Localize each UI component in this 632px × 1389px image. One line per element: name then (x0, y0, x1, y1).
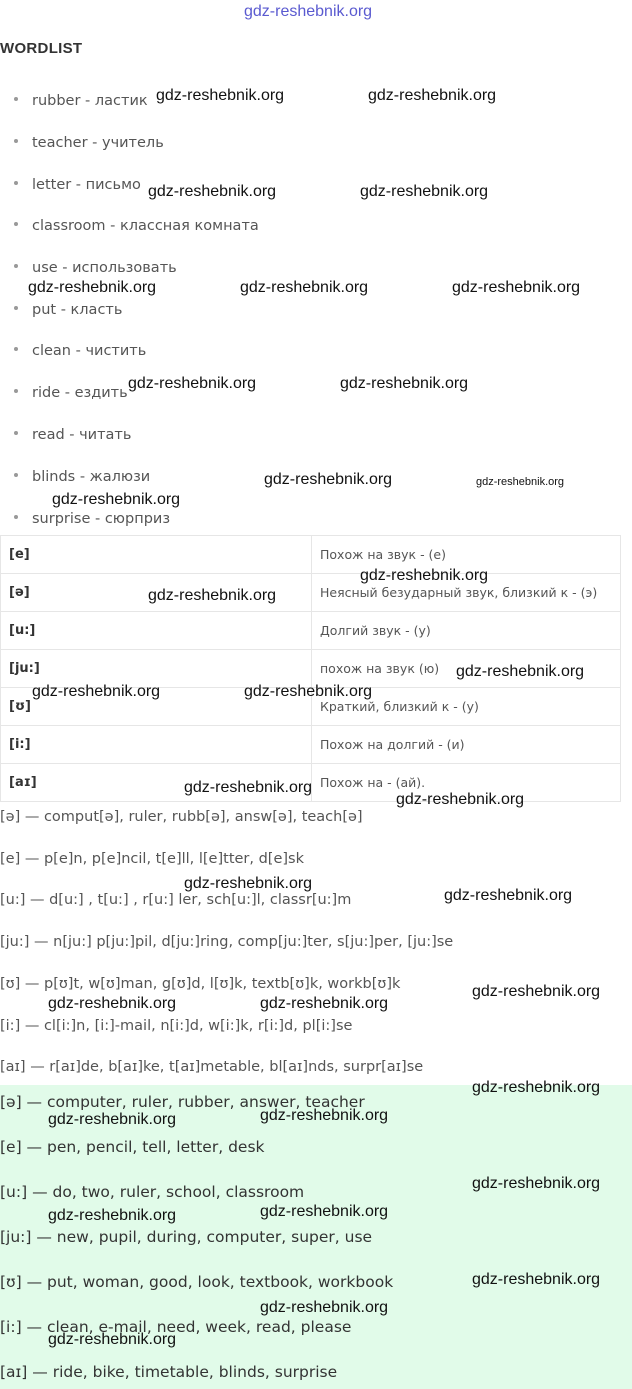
wordlist-item-text: read - читать (32, 427, 132, 443)
wordlist-item-text: ride - ездить (32, 385, 128, 401)
watermark: gdz-reshebnik.org (48, 1207, 177, 1224)
watermark: gdz-reshebnik.org (244, 3, 373, 20)
wordlist-item (14, 343, 146, 359)
phonetic-description: Краткий, близкий к - (у) (312, 688, 621, 726)
phonetic-symbol: [ʊ] (1, 688, 312, 726)
phonetic-symbol: [aɪ] (1, 764, 312, 802)
bullet-icon (14, 515, 18, 519)
wordlist-item-text: surprise - сюрприз (32, 511, 171, 527)
wordlist-item (14, 135, 164, 151)
watermark: gdz-reshebnik.org (452, 279, 581, 296)
exercise-line: [i:] — cl[i:]n, [i:]-mail, n[i:]d, w[i:]k, r[i:]d, pl[i:]se (0, 1018, 353, 1034)
watermark: gdz-reshebnik.org (444, 887, 573, 904)
watermark: gdz-reshebnik.org (340, 375, 469, 392)
watermark: gdz-reshebnik.org (472, 983, 601, 1000)
wordlist-item-text: teacher - учитель (32, 135, 164, 151)
watermark: gdz-reshebnik.org (260, 1299, 389, 1316)
watermark: gdz-reshebnik.org (48, 1111, 177, 1128)
bullet-icon (14, 97, 18, 101)
watermark: gdz-reshebnik.org (472, 1079, 601, 1096)
bullet-icon (14, 139, 18, 143)
phonetic-symbol: [ju:] (1, 650, 312, 688)
exercise-line: [ju:] — n[ju:] p[ju:]pil, d[ju:]ring, comp[ju:]ter, s[ju:]per, [ju:]se (0, 934, 454, 950)
answer-line: [u:] — do, two, ruler, school, classroom (0, 1183, 305, 1201)
watermark: gdz-reshebnik.org (368, 87, 497, 104)
wordlist-item (14, 427, 131, 443)
bullet-icon (14, 181, 18, 185)
watermark: gdz-reshebnik.org (52, 491, 181, 508)
wordlist-item (14, 93, 148, 109)
watermark: gdz-reshebnik.org (128, 375, 257, 392)
watermark: gdz-reshebnik.org (48, 1331, 177, 1348)
wordlist-item-text: rubber - ластик (32, 93, 148, 109)
bullet-icon (14, 431, 18, 435)
answer-line: [i:] — clean, e-mail, need, week, read, please (0, 1318, 352, 1336)
phonetic-description: похож на звук (ю) (312, 650, 621, 688)
bullet-icon (14, 306, 18, 310)
table-row (1, 612, 621, 650)
table-row (1, 726, 621, 764)
wordlist-item-text: classroom - классная комната (32, 218, 259, 234)
bullet-icon (14, 222, 18, 226)
phonetic-description: Неясный безударный звук, близкий к - (э) (312, 574, 621, 612)
answer-line: [e] — pen, pencil, tell, letter, desk (0, 1138, 265, 1156)
watermark: gdz-reshebnik.org (260, 995, 389, 1012)
wordlist-item (14, 260, 177, 276)
exercise-line: [e] — p[e]n, p[e]ncil, t[e]ll, l[e]tter, d[e]sk (0, 851, 304, 867)
wordlist-item-text: put - класть (32, 302, 123, 318)
phonetic-description: Похож на звук - (е) (312, 536, 621, 574)
table-row (1, 574, 621, 612)
watermark: gdz-reshebnik.org (244, 683, 373, 700)
bullet-icon (14, 347, 18, 351)
watermark: gdz-reshebnik.org (28, 279, 157, 296)
wordlist-item (14, 385, 128, 401)
answer-line: [ʊ] — put, woman, good, look, textbook, workbook (0, 1273, 394, 1291)
wordlist-item (14, 469, 150, 485)
wordlist-item-text: clean - чистить (32, 343, 147, 359)
wordlist-item-text: blinds - жалюзи (32, 469, 151, 485)
answer-line: [ju:] — new, pupil, during, computer, super, use (0, 1228, 373, 1246)
bullet-icon (14, 473, 18, 477)
watermark: gdz-reshebnik.org (156, 87, 285, 104)
phonetic-description: Похож на - (ай). (312, 764, 621, 802)
watermark: gdz-reshebnik.org (472, 1271, 601, 1288)
exercise-line: [ə] — comput[ə], ruler, rubb[ə], answ[ə], teach[ə] (0, 809, 363, 825)
watermark: gdz-reshebnik.org (360, 567, 489, 584)
phonetic-symbol: [u:] (1, 612, 312, 650)
exercise-line: [ʊ] — p[ʊ]t, w[ʊ]man, g[ʊ]d, l[ʊ]k, textb[ʊ]k, workb[ʊ]k (0, 976, 401, 992)
watermark: gdz-reshebnik.org (472, 1175, 601, 1192)
watermark: gdz-reshebnik.org (240, 279, 369, 296)
phonetic-symbol: [ə] (1, 574, 312, 612)
phonetic-description: Похож на долгий - (и) (312, 726, 621, 764)
phonetic-symbol: [i:] (1, 726, 312, 764)
watermark: gdz-reshebnik.org (148, 183, 277, 200)
exercise-line: [u:] — d[u:] , t[u:] , r[u:] ler, sch[u:]l, classr[u:]m (0, 892, 352, 908)
wordlist-title: WORDLIST (0, 40, 83, 57)
watermark: gdz-reshebnik.org (260, 1203, 389, 1220)
watermark: gdz-reshebnik.org (264, 471, 393, 488)
watermark: gdz-reshebnik.org (456, 663, 585, 680)
wordlist-item-text: use - использовать (32, 260, 177, 276)
table-row (1, 536, 621, 574)
wordlist-item (14, 511, 170, 527)
watermark: gdz-reshebnik.org (476, 476, 565, 488)
bullet-icon (14, 389, 18, 393)
watermark: gdz-reshebnik.org (360, 183, 489, 200)
watermark: gdz-reshebnik.org (396, 791, 525, 808)
answer-line: [ə] — computer, ruler, rubber, answer, teacher (0, 1093, 365, 1111)
watermark: gdz-reshebnik.org (260, 1107, 389, 1124)
watermark: gdz-reshebnik.org (148, 587, 277, 604)
wordlist-item (14, 218, 259, 234)
watermark: gdz-reshebnik.org (184, 875, 313, 892)
watermark: gdz-reshebnik.org (184, 779, 313, 796)
wordlist-item (14, 177, 141, 193)
wordlist-item-text: letter - письмо (32, 177, 141, 193)
answer-line: [aɪ] — ride, bike, timetable, blinds, surprise (0, 1363, 338, 1381)
exercise-line: [aɪ] — r[aɪ]de, b[aɪ]ke, t[aɪ]metable, bl[aɪ]nds, surpr[aɪ]se (0, 1059, 424, 1075)
watermark: gdz-reshebnik.org (32, 683, 161, 700)
phonetic-symbol: [e] (1, 536, 312, 574)
phonetic-description: Долгий звук - (у) (312, 612, 621, 650)
bullet-icon (14, 264, 18, 268)
watermark: gdz-reshebnik.org (48, 995, 177, 1012)
wordlist-item (14, 302, 122, 318)
